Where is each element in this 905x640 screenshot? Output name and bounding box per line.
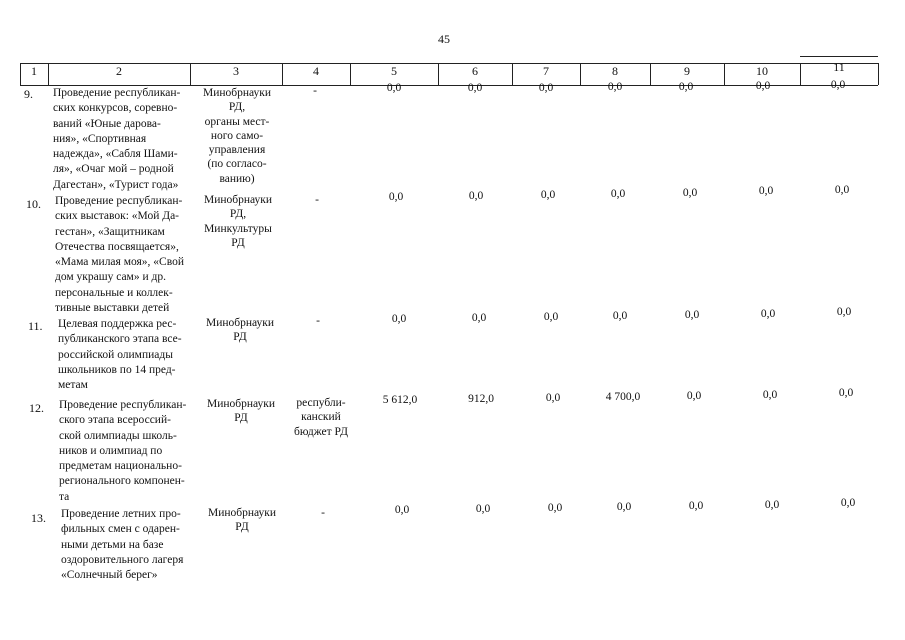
row-value: 0,0 bbox=[686, 390, 702, 402]
row-funding-source: республи- канский бюджет РД bbox=[294, 397, 348, 438]
column-header: 10 bbox=[756, 64, 768, 78]
row-funding-source: - bbox=[321, 507, 325, 519]
row-executor: Минобрнауки РД bbox=[207, 507, 277, 534]
row-value: 0,0 bbox=[607, 81, 623, 93]
row-value: 0,0 bbox=[616, 501, 632, 513]
row-executor: Минобрнауки РД bbox=[206, 398, 276, 425]
row-value: 0,0 bbox=[386, 82, 402, 94]
row-executor: Минобрнауки РД, Минкультуры РД bbox=[203, 194, 273, 249]
row-value: 0,0 bbox=[834, 184, 850, 196]
column-header: 7 bbox=[543, 64, 549, 78]
row-value: 0,0 bbox=[391, 313, 407, 325]
row-description: Проведение республикан- ских выставок: «Мой Да- гестан», «Защитникам Отечества посвящается», «Мама милая моя», «Свой дом украшу сам» и др. персональные и коллек- тивные выставки детей bbox=[55, 195, 184, 315]
column-header: 3 bbox=[233, 64, 239, 78]
column-header: 6 bbox=[472, 64, 478, 78]
column-header: 4 bbox=[313, 64, 319, 78]
row-funding-source: - bbox=[313, 85, 317, 97]
row-description: Проведение республикан- ских конкурсов, соревно- ваний «Юные дарова- ния», «Спортивная надежда», «Сабля Шами- ля», «Очаг мой – родной Дагестан», «Турист года» bbox=[53, 87, 181, 191]
column-header: 11 bbox=[833, 60, 845, 74]
row-value: 0,0 bbox=[764, 499, 780, 511]
row-description: Проведение республикан- ского этапа всероссий- ской олимпиады школь- ников и олимпиад по предметам национально- регионального компонен- та bbox=[59, 399, 187, 503]
row-number: 13. bbox=[31, 511, 46, 525]
row-value: 0,0 bbox=[471, 312, 487, 324]
row-number: 12. bbox=[29, 401, 44, 415]
row-value: 0,0 bbox=[540, 189, 556, 201]
row-value: 0,0 bbox=[547, 502, 563, 514]
row-number: 9. bbox=[24, 87, 33, 101]
row-value: 0,0 bbox=[688, 500, 704, 512]
row-number: 11. bbox=[28, 319, 43, 333]
row-executor: Минобрнауки РД, органы мест- ного само- управления (по согласо- ванию) bbox=[202, 87, 272, 185]
header-top-rule bbox=[800, 56, 878, 57]
row-value: 0,0 bbox=[755, 80, 771, 92]
page-number: 45 bbox=[438, 32, 450, 46]
row-value: 4 700,0 bbox=[605, 391, 641, 403]
column-header: 1 bbox=[31, 64, 37, 78]
row-number: 10. bbox=[26, 197, 41, 211]
row-value: 0,0 bbox=[543, 311, 559, 323]
row-value: 0,0 bbox=[545, 392, 561, 404]
row-executor: Минобрнауки РД bbox=[205, 317, 275, 344]
row-value: 0,0 bbox=[388, 191, 404, 203]
row-value: 0,0 bbox=[538, 82, 554, 94]
row-description: Целевая поддержка рес- публиканского этапа все- российской олимпиады школьников по 14 пред- метам bbox=[58, 318, 182, 392]
row-value: 0,0 bbox=[684, 309, 700, 321]
row-value: 0,0 bbox=[394, 504, 410, 516]
row-description: Проведение летних про- фильных смен с одарен- ными детьми на базе оздоровительного лагеря «Солнечный берег» bbox=[61, 508, 184, 582]
row-value: 0,0 bbox=[762, 389, 778, 401]
row-value: 0,0 bbox=[760, 308, 776, 320]
row-value: 0,0 bbox=[678, 81, 694, 93]
row-value: 0,0 bbox=[467, 82, 483, 94]
header-divider bbox=[878, 63, 879, 85]
row-value: 0,0 bbox=[468, 190, 484, 202]
row-value: 0,0 bbox=[610, 188, 626, 200]
column-header: 9 bbox=[684, 64, 690, 78]
row-value: 0,0 bbox=[682, 187, 698, 199]
column-header: 2 bbox=[116, 64, 122, 78]
row-value: 0,0 bbox=[758, 185, 774, 197]
row-value: 0,0 bbox=[830, 79, 846, 91]
column-header: 5 bbox=[391, 64, 397, 78]
row-value: 0,0 bbox=[838, 387, 854, 399]
row-value: 912,0 bbox=[468, 393, 494, 405]
row-value: 0,0 bbox=[836, 306, 852, 318]
row-value: 5 612,0 bbox=[382, 394, 418, 406]
row-value: 0,0 bbox=[840, 497, 856, 509]
row-value: 0,0 bbox=[612, 310, 628, 322]
column-header: 8 bbox=[612, 64, 618, 78]
row-value: 0,0 bbox=[475, 503, 491, 515]
row-funding-source: - bbox=[316, 315, 320, 327]
row-funding-source: - bbox=[315, 194, 319, 206]
